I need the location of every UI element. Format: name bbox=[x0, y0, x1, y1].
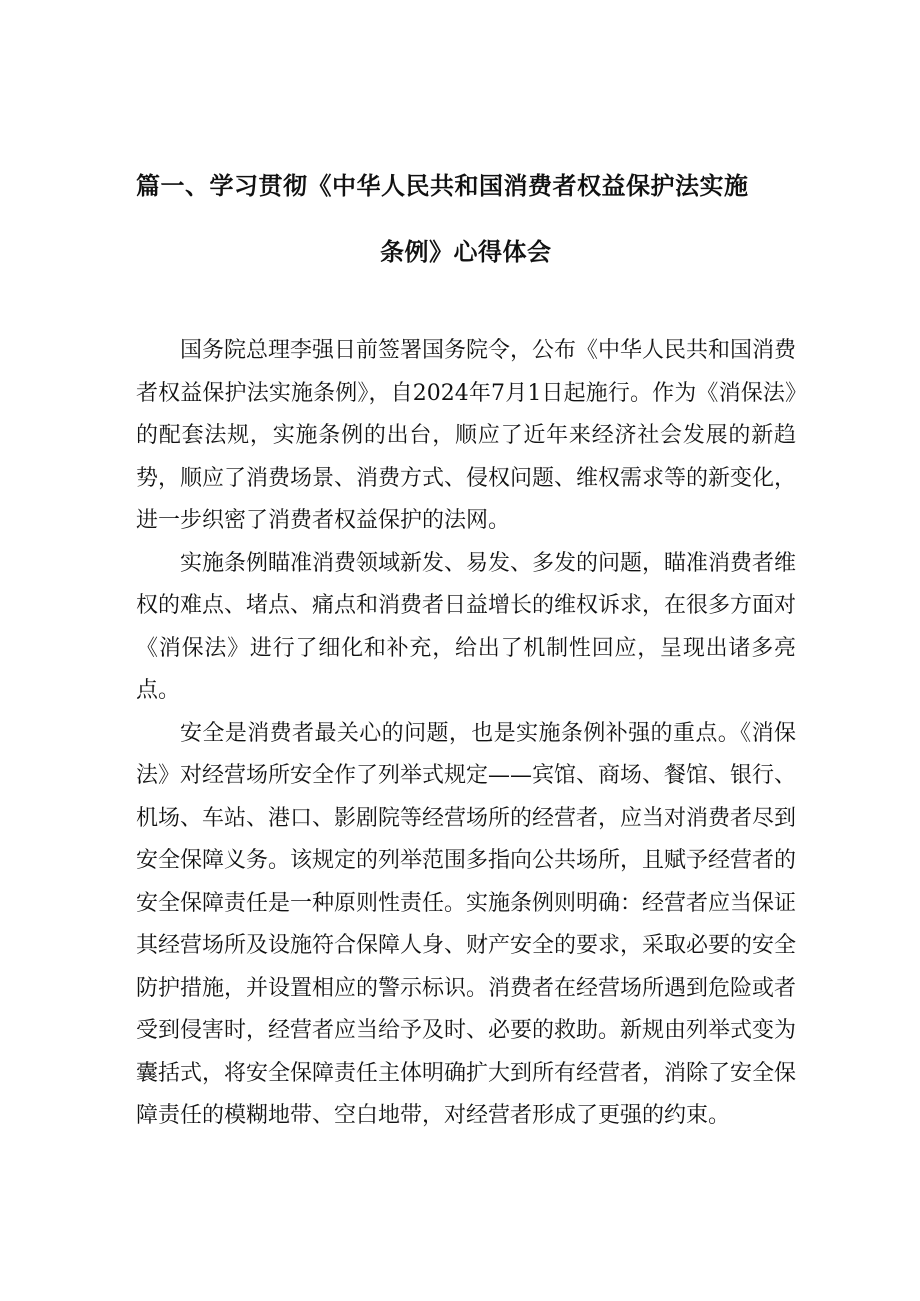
body-paragraph-2: 实施条例瞄准消费领域新发、易发、多发的问题，瞄准消费者维权的难点、堵点、痛点和消费者日益增长的维权诉求，在很多方面对《消保法》进行了细化和补充，给出了机制性回应，呈现出诸多亮点。 bbox=[136, 550, 797, 703]
document-body bbox=[136, 330, 796, 1138]
document-title-line-2: 条例》心得体会 bbox=[380, 238, 552, 266]
body-paragraph-1: 国务院总理李强日前签署国务院令，公布《中华人民共和国消费者权益保护法实施条例》，自2024年7月1日起施行。作为《消保法》的配套法规，实施条例的出台，顺应了近年来经济社会发展的新趋势，顺应了消费场景、消费方式、侵权问题、维权需求等的新变化，进一步织密了消费者权益保护的法网。 bbox=[136, 338, 797, 533]
document-title-line-1: 篇一、学习贯彻《中华人民共和国消费者权益保护法实施 bbox=[136, 172, 749, 200]
body-paragraph-3: 安全是消费者最关心的问题，也是实施条例补强的重点。《消保法》对经营场所安全作了列举式规定——宾馆、商场、餐馆、银行、机场、车站、港口、影剧院等经营场所的经营者，应当对消费者尽到安全保障义务。该规定的列举范围多指向公共场所，且赋予经营者的安全保障责任是一种原则性责任。实施条例则明确：经营者应当保证其经营场所及设施符合保障人身、财产安全的要求，采取必要的安全防护措施，并设置相应的警示标识。消费者在经营场所遇到危险或者受到侵害时，经营者应当给予及时、必要的救助。新规由列举式变为囊括式，将安全保障责任主体明确扩大到所有经营者，消除了安全保障责任的模糊地带、空白地带，对经营者形成了更强的约束。 bbox=[136, 720, 797, 1128]
